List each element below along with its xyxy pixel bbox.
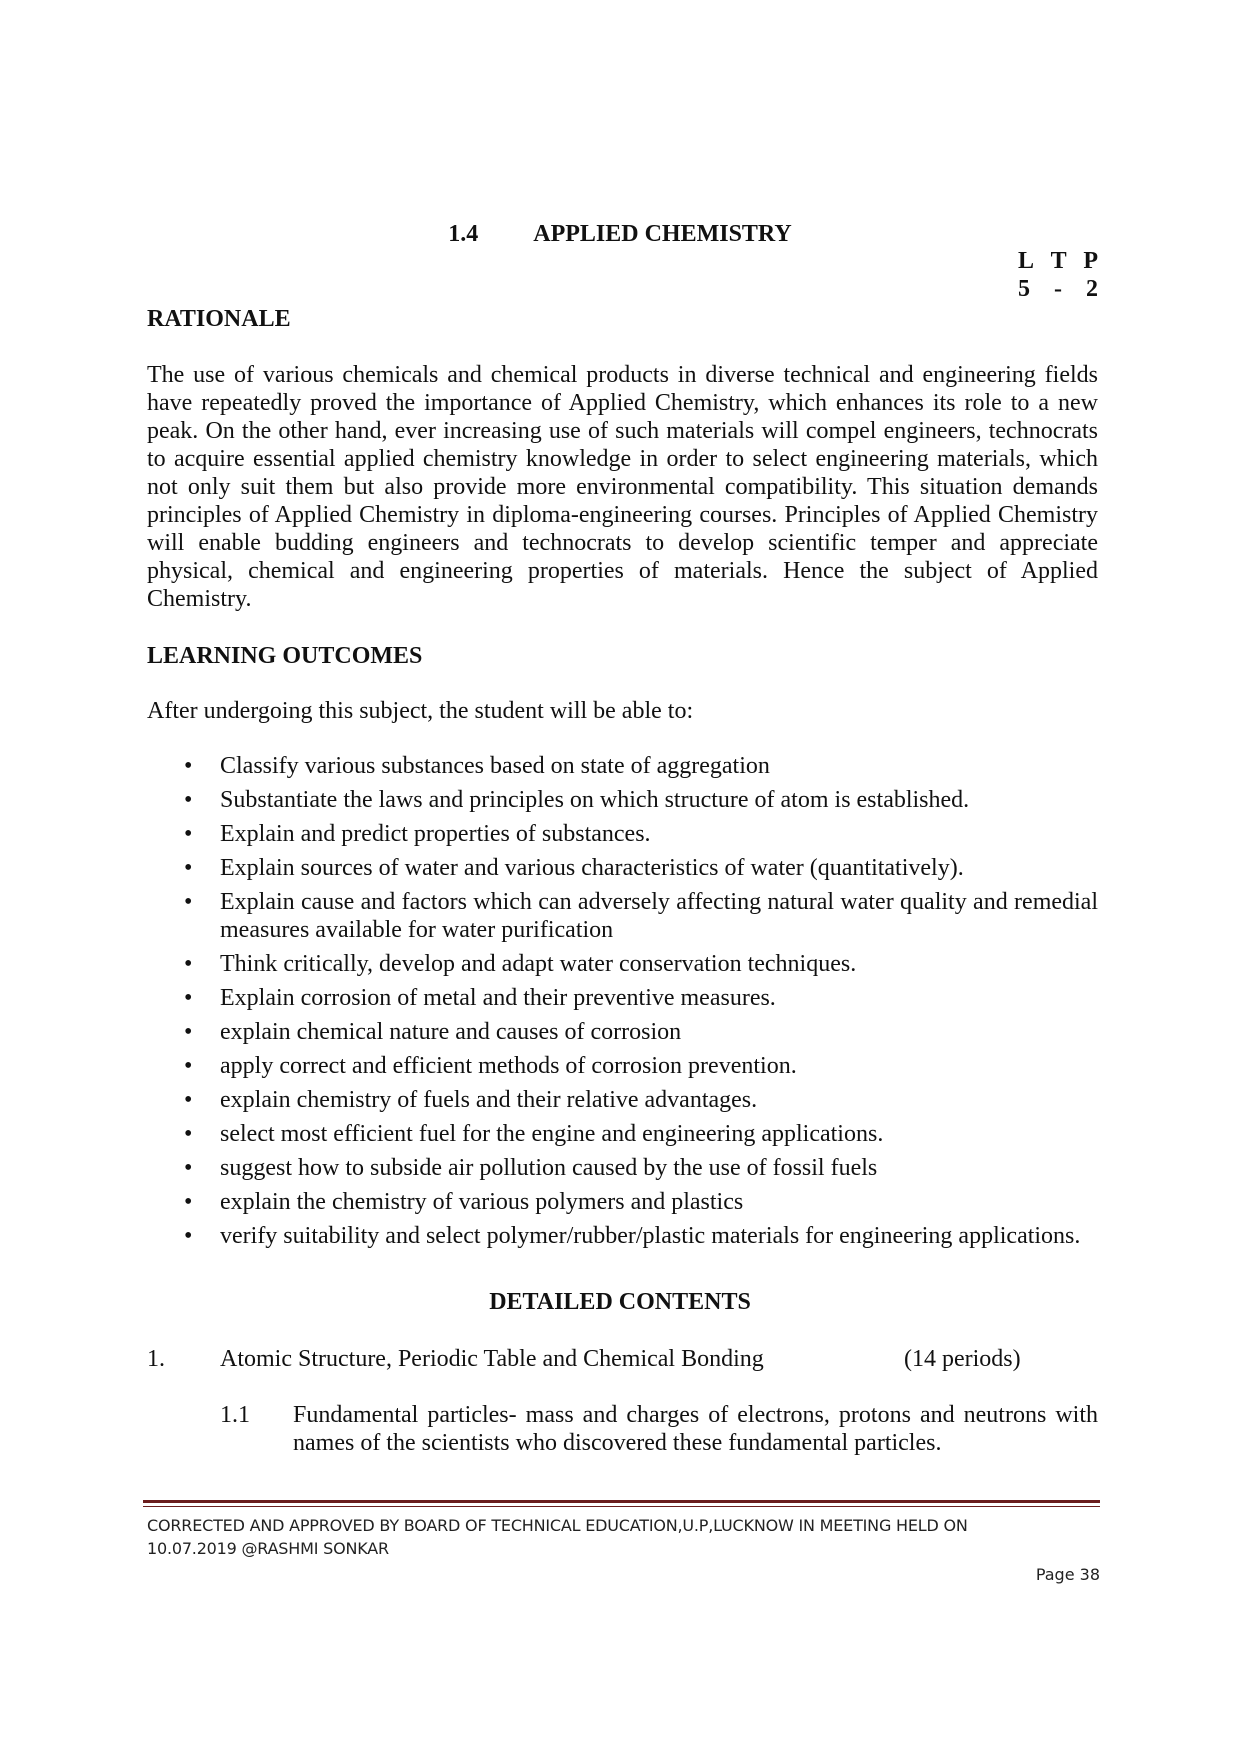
detailed-contents-heading: DETAILED CONTENTS [489, 1289, 751, 1315]
list-item-text: explain chemistry of fuels and their relative advantages. [220, 1087, 758, 1113]
list-item-text: suggest how to subside air pollution caused by the use of fossil fuels [220, 1155, 878, 1181]
footer-divider-thick [143, 1500, 1100, 1503]
bullet-icon: • [184, 1121, 193, 1147]
ltp-value-t: - [1054, 276, 1062, 302]
ltp-table [1018, 247, 1098, 303]
list-item [147, 984, 1098, 1012]
bullet-icon: • [184, 855, 193, 881]
list-item [147, 1154, 1098, 1182]
ltp-label-p: P [1083, 248, 1098, 274]
section-item-number: 1. [147, 1346, 165, 1372]
list-item-text: verify suitability and select polymer/rubber/plastic materials for engineering applications. [220, 1223, 1081, 1249]
bullet-icon: • [184, 1189, 193, 1215]
list-item [147, 1222, 1098, 1250]
learning-outcomes-heading: LEARNING OUTCOMES [147, 643, 423, 669]
ltp-values-row [1018, 275, 1098, 303]
list-item-text: Think critically, develop and adapt water conservation techniques. [220, 951, 857, 977]
bullet-icon: • [184, 753, 193, 779]
list-item [147, 950, 1098, 978]
bullet-icon: • [184, 985, 193, 1011]
list-item-text: select most efficient fuel for the engine and engineering applications. [220, 1121, 884, 1147]
rationale-heading: RATIONALE [147, 306, 291, 332]
list-item [147, 1086, 1098, 1114]
list-item [147, 888, 1098, 944]
bullet-icon: • [184, 1087, 193, 1113]
learning-outcomes-list [147, 752, 1098, 1256]
footer-line-2: 10.07.2019 @RASHMI SONKAR [147, 1539, 389, 1558]
footer-note [147, 1514, 1102, 1560]
footer-line-1: CORRECTED AND APPROVED BY BOARD OF TECHNICAL EDUCATION,U.P,LUCKNOW IN MEETING HELD ON [147, 1516, 968, 1535]
footer-divider-thin [143, 1506, 1100, 1507]
bullet-icon: • [184, 787, 193, 813]
bullet-icon: • [184, 1155, 193, 1181]
bullet-icon: • [184, 889, 193, 915]
list-item [147, 854, 1098, 882]
bullet-icon: • [184, 1019, 193, 1045]
list-item [147, 1052, 1098, 1080]
list-item [147, 1120, 1098, 1148]
learning-outcomes-intro: After undergoing this subject, the student will be able to: [147, 698, 694, 724]
list-item-text: Explain corrosion of metal and their preventive measures. [220, 985, 776, 1011]
subject-title: APPLIED CHEMISTRY [533, 221, 792, 247]
list-item-text: apply correct and efficient methods of corrosion prevention. [220, 1053, 797, 1079]
bullet-icon: • [184, 821, 193, 847]
list-item-text: Explain cause and factors which can adversely affecting natural water quality and remedial measures available for water purification [220, 889, 1098, 943]
bullet-icon: • [184, 951, 193, 977]
section-item-periods: (14 periods) [904, 1346, 1021, 1372]
ltp-labels-row [1018, 247, 1098, 275]
list-item-text: Explain sources of water and various characteristics of water (quantitatively). [220, 855, 964, 881]
section-number: 1.4 [448, 221, 479, 247]
page-number: Page 38 [1035, 1565, 1100, 1584]
list-item-text: Classify various substances based on state of aggregation [220, 753, 770, 779]
bullet-icon: • [184, 1223, 193, 1249]
ltp-label-t: T [1050, 248, 1067, 274]
section-item-title: Atomic Structure, Periodic Table and Chemical Bonding [220, 1346, 764, 1372]
subsection-text: Fundamental particles- mass and charges of electrons, protons and neutrons with names of the scientists who discovered these fundamental particles. [293, 1402, 1098, 1456]
page-title [0, 220, 1240, 248]
list-item [147, 752, 1098, 780]
ltp-label-l: L [1018, 248, 1035, 274]
rationale-paragraph: The use of various chemicals and chemical products in diverse technical and engineering fields have repeatedly proved the importance of Applied Chemistry, which enhances its role to a new peak. On the other hand, ever increasing use of such materials will compel engineers, technocrats to acquire essential applied chemistry knowledge in order to select engineering materials, which not only suit them but also provide more environmental compatibility. This situation demands principles of Applied Chemistry in diploma-engineering courses. Principles of Applied Chemistry will enable budding engineers and technocrats to develop scientific temper and appreciate physical, chemical and engineering properties of materials. Hence the subject of Applied Chemistry. [147, 362, 1098, 612]
list-item [147, 1188, 1098, 1216]
subsection-number: 1.1 [220, 1402, 250, 1428]
ltp-value-l: 5 [1018, 276, 1030, 302]
list-item-text: Explain and predict properties of substances. [220, 821, 651, 847]
ltp-value-p: 2 [1086, 276, 1098, 302]
list-item [147, 1018, 1098, 1046]
list-item-text: explain chemical nature and causes of corrosion [220, 1019, 682, 1045]
bullet-icon: • [184, 1053, 193, 1079]
list-item [147, 786, 1098, 814]
list-item-text: explain the chemistry of various polymers and plastics [220, 1189, 744, 1215]
list-item [147, 820, 1098, 848]
list-item-text: Substantiate the laws and principles on which structure of atom is established. [220, 787, 970, 813]
